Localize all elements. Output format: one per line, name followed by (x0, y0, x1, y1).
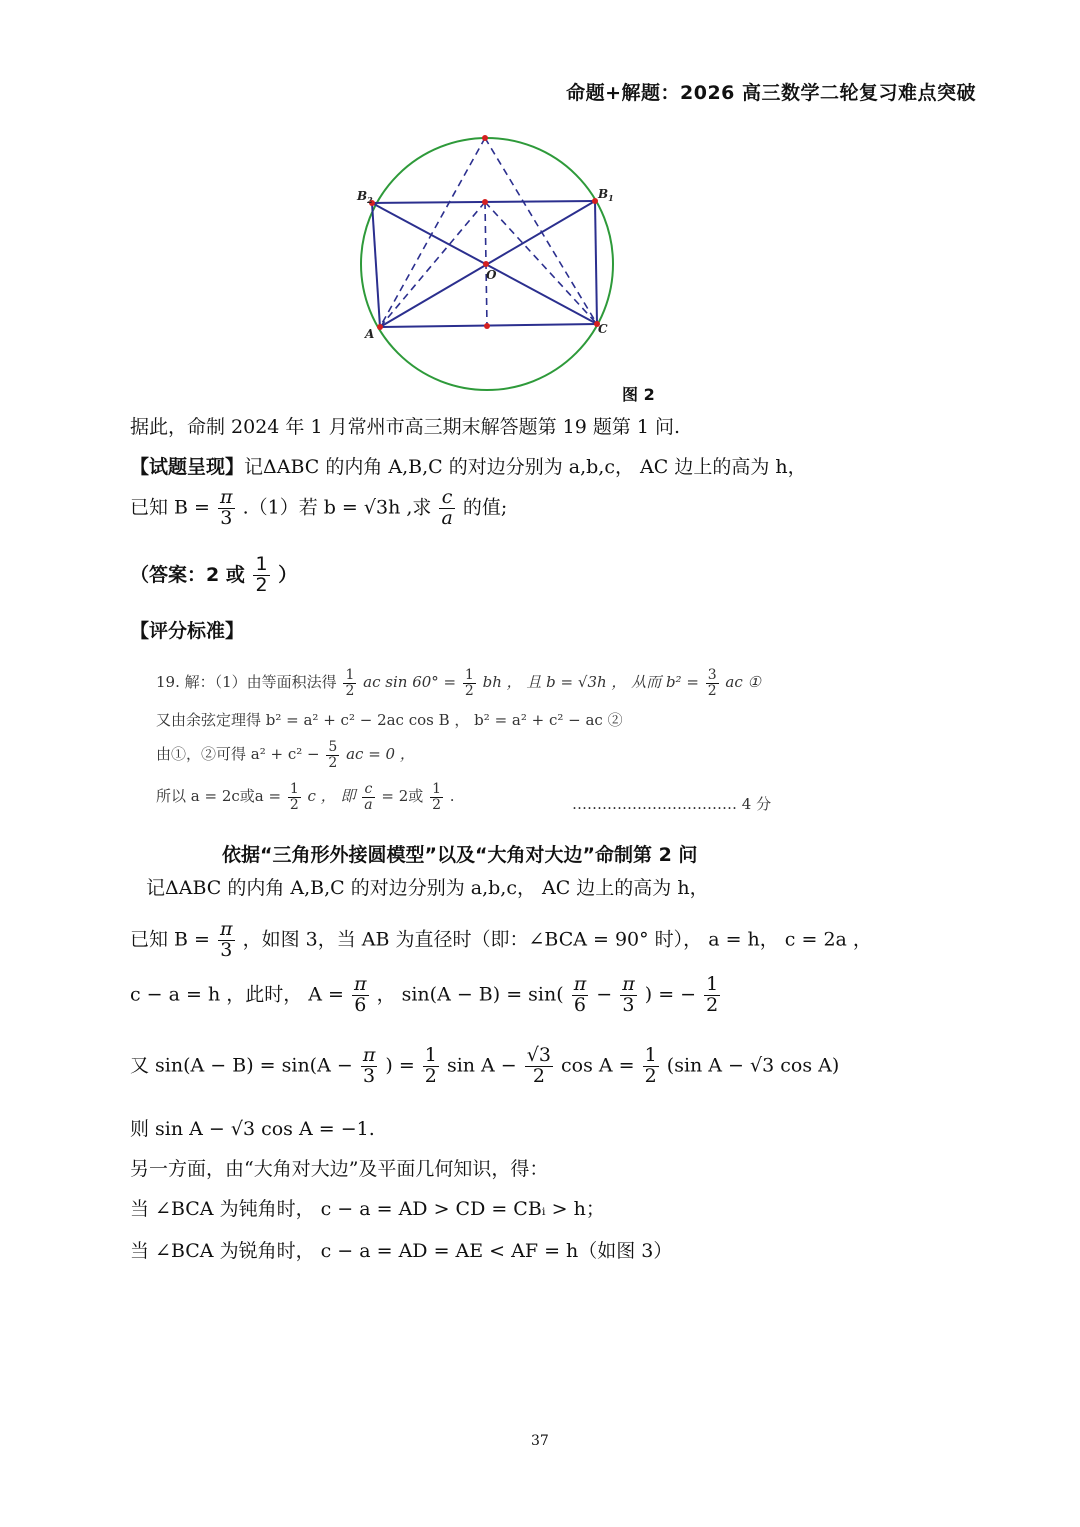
problem-text-1: 记ΔABC 的内角 A,B,C 的对边分别为 a,b,c， AC 边上的高为 h， (244, 456, 807, 478)
part2-line-5: 则 sin A − √3 cos A = −1. (130, 1118, 375, 1140)
part2-line-4: 又 sin(A − B) = sin(A − $\frac{\pi}{3}$ ) = $\frac{1}{2}$ sin A − $\frac{√3}{2}$ cos A = $\frac{1}{2}$ (sin A − √3 cos A) (130, 1044, 840, 1087)
page-header-title: 命题+解题：2026 高三数学二轮复习难点突破 (566, 82, 976, 104)
problem-tag: 【试题呈现】 (130, 456, 245, 478)
problem-text-2a: 已知 B = (130, 496, 210, 519)
part2-line-6: 另一方面，由“大角对大边”及平面几何知识，得： (130, 1158, 549, 1180)
problem-text-2b: .（1）若 b = √3h ,求 (242, 496, 432, 519)
part2-line-2: 已知 B = $\frac{\pi}{3}$ ，如图 3，当 AB 为直径时（即：∠BCA = 90° 时）， a = h， c = 2a ， (130, 918, 872, 961)
part2-line-8: 当 ∠BCA 为锐角时， c − a = AD = AE < AF = h（如图 3） (130, 1240, 673, 1262)
part2-line-3: c − a = h ，此时， A = $\frac{\pi}{6}$ ， sin(A − B) = sin( $\frac{\pi}{6}$ − $\frac{\pi}{3}$ ) = − $\frac{1}{2}$ (130, 973, 719, 1016)
part2-heading: 依据“三角形外接圆模型”以及“大角对大边”命制第 2 问 (222, 844, 698, 866)
intro-text: 据此，命制 2024 年 1 月常州市高三期末解答题第 19 题第 1 问. (130, 416, 681, 438)
answer-prefix: （答案：2 或 (130, 563, 245, 586)
problem-text-2c: 的值; (462, 496, 508, 519)
figure-2-diagram (340, 120, 640, 400)
part2-line-1: 记ΔABC 的内角 A,B,C 的对边分别为 a,b,c， AC 边上的高为 h， (146, 877, 709, 899)
solution-score: …………………………… 4 分 (572, 795, 772, 813)
label-b1: $B_1$ (598, 187, 614, 203)
figure-caption: 图 2 (622, 385, 655, 404)
part2-line-7: 当 ∠BCA 为钝角时， c − a = AD > CD = CBᵢ > h； (130, 1198, 605, 1220)
problem-line-1 (130, 458, 807, 477)
label-a: A (365, 327, 375, 341)
fraction-pi-over-3: $\frac{\pi}{3}$ (220, 486, 233, 529)
scoring-tag: 【评分标准】 (130, 620, 245, 642)
page-number: 37 (531, 1433, 549, 1449)
dashed-lines (380, 138, 597, 327)
label-b2: $B_2$ (357, 189, 373, 205)
solution-line-4: 所以 a = 2c或a = $\frac{1}{2}$ c ， 即 $\frac{c}{a}$ = 2或 $\frac{1}{2}$ . (156, 781, 455, 813)
label-o: O (486, 268, 497, 282)
answer-suffix: ） (278, 563, 298, 586)
fraction-c-over-a: $\frac{c}{a}$ (441, 486, 453, 529)
label-c: C (598, 322, 608, 336)
solution-line-3: 由①，②可得 a² + c² − $\frac{5}{2}$ ac = 0 ， (156, 739, 415, 771)
fraction-one-half: $\frac{1}{2}$ (255, 553, 268, 596)
answer-line (130, 555, 297, 596)
solution-line-1: 19. 解：（1）由等面积法得 $\frac{1}{2}$ ac sin 60° = $\frac{1}{2}$ bh ， 且 b = √3h ， 从而 b² = $\frac{3}{2}$ ac ① (156, 667, 761, 699)
solution-line-2: 又由余弦定理得 b² = a² + c² − 2ac cos B ， b² = a² + c² − ac ② (156, 711, 623, 729)
problem-line-2 (130, 488, 507, 529)
